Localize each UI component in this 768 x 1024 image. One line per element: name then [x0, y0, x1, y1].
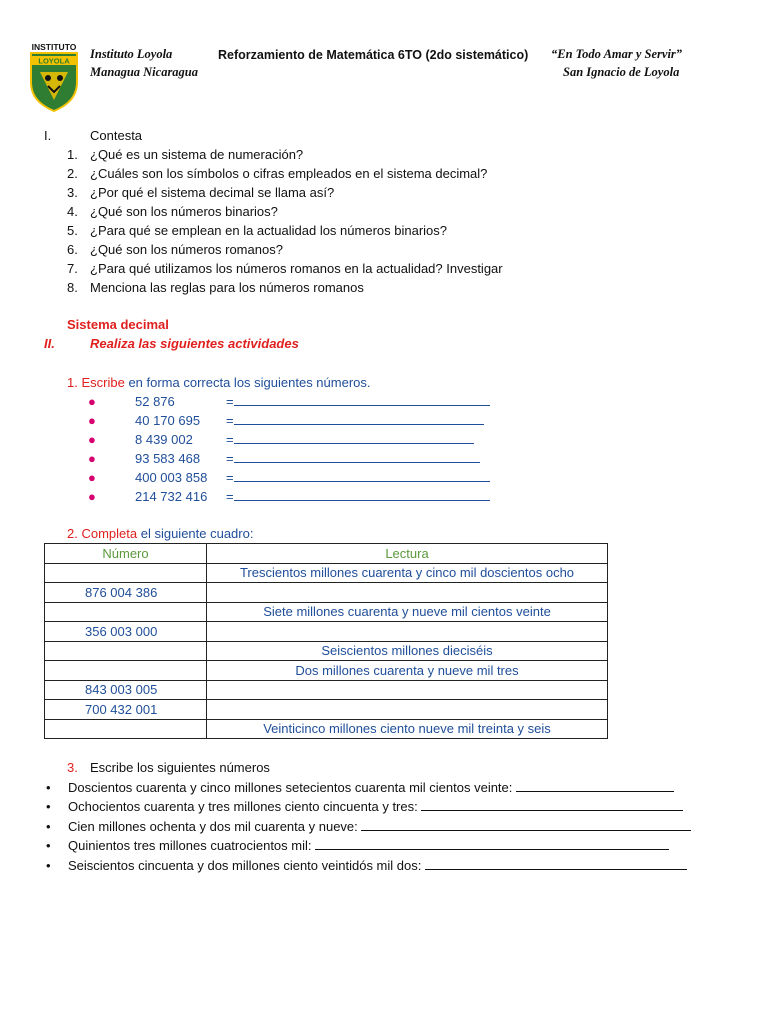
- write-item[interactable]: [68, 819, 691, 835]
- answer-line[interactable]: [226, 413, 484, 429]
- write-item-text: Seiscientos cincuenta y dos millones ciento veintidós mil dos:: [68, 858, 422, 873]
- number-item: 8 439 002: [135, 432, 193, 447]
- question-text: ¿Para qué utilizamos los números romanos en la actualidad? Investigar: [90, 261, 503, 276]
- question-text: ¿Qué son los números binarios?: [90, 204, 278, 219]
- cell-numero[interactable]: [45, 563, 207, 583]
- number-item: 40 170 695: [135, 413, 201, 428]
- section-2-numeral: II.: [44, 336, 55, 351]
- page-title: Reforzamiento de Matemática 6TO (2do sistemático): [218, 48, 529, 62]
- table-row: [45, 583, 608, 603]
- question-number: 7.: [67, 261, 78, 276]
- write-item[interactable]: [68, 858, 687, 874]
- question-number: 2.: [67, 166, 78, 181]
- table-row: [45, 680, 608, 700]
- activity-3-number: 3.: [67, 760, 78, 775]
- answer-line[interactable]: [226, 432, 474, 448]
- activity-1-number: 1.: [67, 375, 78, 390]
- number-item: 52 876: [135, 394, 175, 409]
- activity-2-rest: el siguiente cuadro:: [137, 526, 254, 541]
- school-city: Managua Nicaragua: [90, 65, 199, 79]
- activity-2-verb: Completa: [81, 526, 138, 541]
- number-item: 93 583 468: [135, 451, 201, 466]
- question-text: Menciona las reglas para los números romanos: [90, 280, 364, 295]
- activity-1-heading: [67, 375, 371, 391]
- table-row: [45, 602, 608, 622]
- bullet: ●: [88, 394, 96, 409]
- cell-numero: 843 003 005: [45, 680, 207, 700]
- bullet: ●: [88, 432, 96, 447]
- cell-lectura: Seiscientos millones dieciséis: [207, 641, 608, 661]
- school-logo: [28, 42, 80, 112]
- table-row: [45, 641, 608, 661]
- bullet: •: [46, 819, 51, 834]
- write-item[interactable]: [68, 780, 674, 796]
- cell-numero: 700 432 001: [45, 700, 207, 720]
- bullet: ●: [88, 470, 96, 485]
- question-number: 8.: [67, 280, 78, 295]
- cell-numero[interactable]: [45, 719, 207, 739]
- section-2-subtitle: Sistema decimal: [67, 317, 169, 332]
- bullet: •: [46, 799, 51, 814]
- question-text: ¿Por qué el sistema decimal se llama así?: [90, 185, 335, 200]
- write-item-text: Doscientos cuarenta y cinco millones setecientos cuarenta mil cientos veinte:: [68, 780, 513, 795]
- cell-numero: 356 003 000: [45, 622, 207, 642]
- number-item: 214 732 416: [135, 489, 208, 504]
- cell-lectura: Siete millones cuarenta y nueve mil cientos veinte: [207, 602, 608, 622]
- question-text: ¿Para qué se emplean en la actualidad los números binarios?: [90, 223, 447, 238]
- table-row: [45, 563, 608, 583]
- bullet: ●: [88, 451, 96, 466]
- answer-line[interactable]: [226, 451, 480, 467]
- equals-sign: =: [226, 451, 234, 466]
- cell-numero[interactable]: [45, 602, 207, 622]
- table-header-row: [45, 544, 608, 564]
- bullet: •: [46, 858, 51, 873]
- cell-lectura[interactable]: [207, 622, 608, 642]
- number-table: [44, 543, 608, 739]
- table-row: [45, 661, 608, 681]
- answer-line[interactable]: [226, 470, 490, 486]
- cell-lectura[interactable]: [207, 680, 608, 700]
- logo-text-band: LOYOLA: [38, 56, 70, 66]
- activity-2-heading: [67, 526, 253, 542]
- cell-numero: 876 004 386: [45, 583, 207, 603]
- cell-numero[interactable]: [45, 661, 207, 681]
- question-text: ¿Cuáles son los símbolos o cifras empleados en el sistema decimal?: [90, 166, 488, 181]
- section-1-numeral: I.: [44, 128, 52, 143]
- question-text: ¿Qué son los números romanos?: [90, 242, 283, 257]
- equals-sign: =: [226, 470, 234, 485]
- cell-numero[interactable]: [45, 641, 207, 661]
- activity-1-rest: en forma correcta los siguientes números.: [124, 375, 371, 390]
- write-item[interactable]: [68, 799, 683, 815]
- cell-lectura: Trescientos millones cuarenta y cinco mil doscientos ocho: [207, 563, 608, 583]
- motto: “En Todo Amar y Servir”: [551, 47, 683, 61]
- cell-lectura: Veinticinco millones ciento nueve mil treinta y seis: [207, 719, 608, 739]
- question-number: 4.: [67, 204, 78, 219]
- equals-sign: =: [226, 432, 234, 447]
- activity-1-verb: Escribe: [81, 375, 125, 390]
- motto-author: San Ignacio de Loyola: [563, 65, 680, 79]
- school-name: Instituto Loyola: [90, 47, 173, 61]
- write-item-text: Ochocientos cuarenta y tres millones ciento cincuenta y tres:: [68, 799, 418, 814]
- bullet: •: [46, 838, 51, 853]
- equals-sign: =: [226, 413, 234, 428]
- question-number: 5.: [67, 223, 78, 238]
- number-item: 400 003 858: [135, 470, 208, 485]
- answer-line[interactable]: [226, 394, 490, 410]
- cell-lectura[interactable]: [207, 700, 608, 720]
- cell-lectura: Dos millones cuarenta y nueve mil tres: [207, 661, 608, 681]
- bullet: ●: [88, 489, 96, 504]
- answer-line[interactable]: [226, 489, 490, 505]
- bullet: ●: [88, 413, 96, 428]
- table-row: [45, 700, 608, 720]
- activity-2-number: 2.: [67, 526, 78, 541]
- question-number: 1.: [67, 147, 78, 162]
- question-number: 6.: [67, 242, 78, 257]
- equals-sign: =: [226, 489, 234, 504]
- write-item-text: Cien millones ochenta y dos mil cuarenta y nueve:: [68, 819, 358, 834]
- logo-text-top: INSTITUTO: [31, 42, 77, 52]
- section-1-title: Contesta: [90, 128, 143, 143]
- question-number: 3.: [67, 185, 78, 200]
- write-item[interactable]: [68, 838, 669, 854]
- table-row: [45, 719, 608, 739]
- equals-sign: =: [226, 394, 234, 409]
- question-text: ¿Qué es un sistema de numeración?: [90, 147, 304, 162]
- write-item-text: Quinientos tres millones cuatrocientos mil:: [68, 838, 312, 853]
- activity-3-title: Escribe los siguientes números: [90, 760, 270, 775]
- cell-lectura[interactable]: [207, 583, 608, 603]
- table-row: [45, 622, 608, 642]
- section-2-title: Realiza las siguientes actividades: [90, 336, 299, 351]
- column-header-numero: Número: [45, 544, 207, 564]
- column-header-lectura: Lectura: [207, 544, 608, 564]
- bullet: •: [46, 780, 51, 795]
